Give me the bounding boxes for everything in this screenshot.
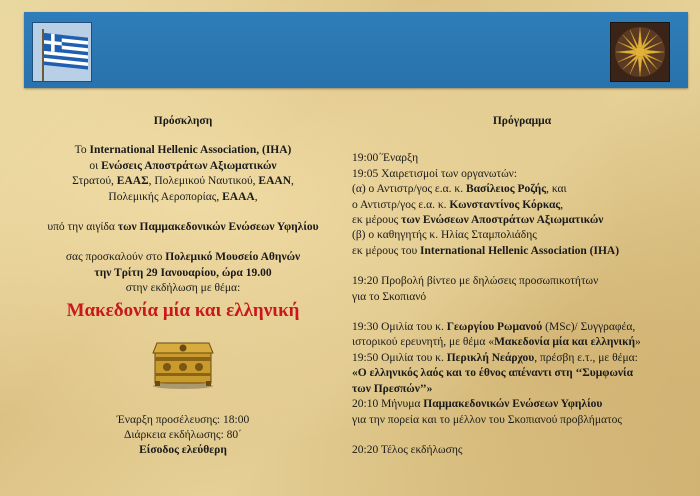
airforce-text: Πολεμικής Αεροπορίας, [108,190,223,203]
rozis-name: Βασίλειος Ροζής [465,183,547,196]
program-talk-nearchou-topic [352,366,692,381]
korkas-suffix: , [560,198,564,211]
romanos-topic: Μακεδονία μία και ελληνική [494,336,636,349]
iha-behalf-name: International Hellenic Association (IHA) [420,244,620,257]
nearchou-prefix: 19:50 Ομιλία του κ. [352,351,447,364]
larnax-chest-icon [151,337,215,389]
romanos-suffix: (MSc)/ Συγγραφέα, [542,321,636,334]
program-speaker-korkas [352,198,692,213]
nearchou-suffix: , πρέσβη ε.τ., με θέμα: [534,351,638,364]
eaaa-abbr: ΕΑΑΑ [222,190,255,203]
message-prefix: 20:10 Μήνυμα [352,398,424,411]
greek-flag-image [32,22,92,82]
program-heading: Πρόγραμμα [492,115,552,127]
header-banner [24,12,688,88]
aegis-org: των Παμμακεδονικών Ενώσεων Υφηλίου [117,221,319,234]
nearchou-topic-1: «Ο ελληνικός λαός και το έθνος απέναντι στη ‘‘Συμφωνία [352,367,634,380]
event-theme-label: στην εκδήλωση με θέμα: [125,282,241,295]
org-line [18,143,348,158]
army-navy-line [18,174,348,189]
invite-prefix: σας προσκαλούν στο [65,251,166,264]
airforce-line [18,190,348,205]
invitation-heading: Πρόσκληση [153,115,213,127]
airforce-comma: , [254,190,258,203]
eaan-abbr: ΕΑΑΝ [258,175,292,188]
org-name: International Hellenic Association, (IHA) [89,144,292,157]
iha-behalf-prefix: εκ μέρους του [352,244,421,257]
romanos-topic-close: » [635,336,641,349]
navy-text: , Πολεμικού Ναυτικού, [148,175,259,188]
romanos-topic-prefix: ιστορικού ερευνητή, με θέμα « [352,336,495,349]
aegis-line [18,220,348,235]
message-org: Παμμακεδονικών Ενώσεων Υφηλίου [423,398,603,411]
army-text: Στρατού, [72,175,117,188]
date-line [18,266,348,281]
program-start: 19:00΄Έναρξη [352,152,419,165]
program-talk-romanos-topic [352,335,692,350]
program-greetings: 19:05 Χαιρετισμοί των οργανωτών: [352,167,518,180]
program-video: 19:20 Προβολή βίντεο με δηλώσεις προσωπικοτήτων [352,275,599,288]
program-video-topic: για το Σκοπιανό [352,290,427,303]
romanos-prefix: 19:30 Ομιλία του κ. [352,321,447,334]
korkas-name: Κωνσταντίνος Κόρκας [449,198,561,211]
program-end: 20:20 Τέλος εκδήλωσης [352,443,463,456]
unions-name: Ενώσεις Αποστράτων Αξιωματικών [101,159,277,172]
program-message-topic: για την πορεία και το μέλλον του Σκοπιανού προβλήματος [352,413,622,426]
event-duration: Διάρκεια εκδήλωσης: 80΄ [124,429,242,442]
program-on-behalf-unions [352,213,692,228]
program-talk-nearchou-topic-2 [352,382,692,397]
army-navy-comma: , [291,175,294,188]
program-speaker-rozis [352,182,692,197]
program-on-behalf-iha [352,244,692,259]
nearchou-name: Περικλή Νεάρχου [446,351,535,364]
eaas-abbr: ΕΑΑΣ [116,175,149,188]
event-date: την Τρίτη 29 Ιανουαρίου, ώρα 19.00 [94,266,272,279]
aegis-prefix: υπό την αιγίδα [47,221,118,234]
unions-behalf-name: των Ενώσεων Αποστράτων Αξιωματικών [401,214,604,227]
rozis-suffix: , και [546,183,567,196]
event-theme-title: Μακεδονία μία και ελληνική [66,299,300,321]
program-speaker-stampoliadis: (β) ο καθηγητής κ. Ηλίας Σταμπολιάδης [352,229,537,242]
unions-prefix: οι [89,159,102,172]
romanos-name: Γεωργίου Ρωμανού [446,321,543,334]
program-talk-romanos [352,320,692,335]
unions-behalf-prefix: εκ μέρους [352,214,402,227]
program-talk-nearchou [352,351,692,366]
vergina-sun-emblem [610,22,670,82]
org-prefix: Το [74,144,90,157]
invite-line [18,250,348,265]
museum-name: Πολεμικό Μουσείο Αθηνών [165,251,301,264]
greek-flag-icon [33,23,91,81]
rozis-prefix: (α) ο Αντιστρ/γος ε.α. κ. [352,183,466,196]
korkas-prefix: ο Αντιστρ/γος ε.α. κ. [352,198,450,211]
vergina-sun-icon [611,23,669,81]
invitation-column [18,114,348,459]
free-entry-text: Είσοδος ελεύθερη [139,444,227,457]
program-column [352,114,692,458]
arrival-time: Έναρξη προσέλευσης: 18:00 [116,413,250,426]
free-entry [18,443,348,458]
program-message [352,397,692,412]
unions-line [18,159,348,174]
nearchou-topic-2: των Πρεσπών’’» [352,382,433,395]
